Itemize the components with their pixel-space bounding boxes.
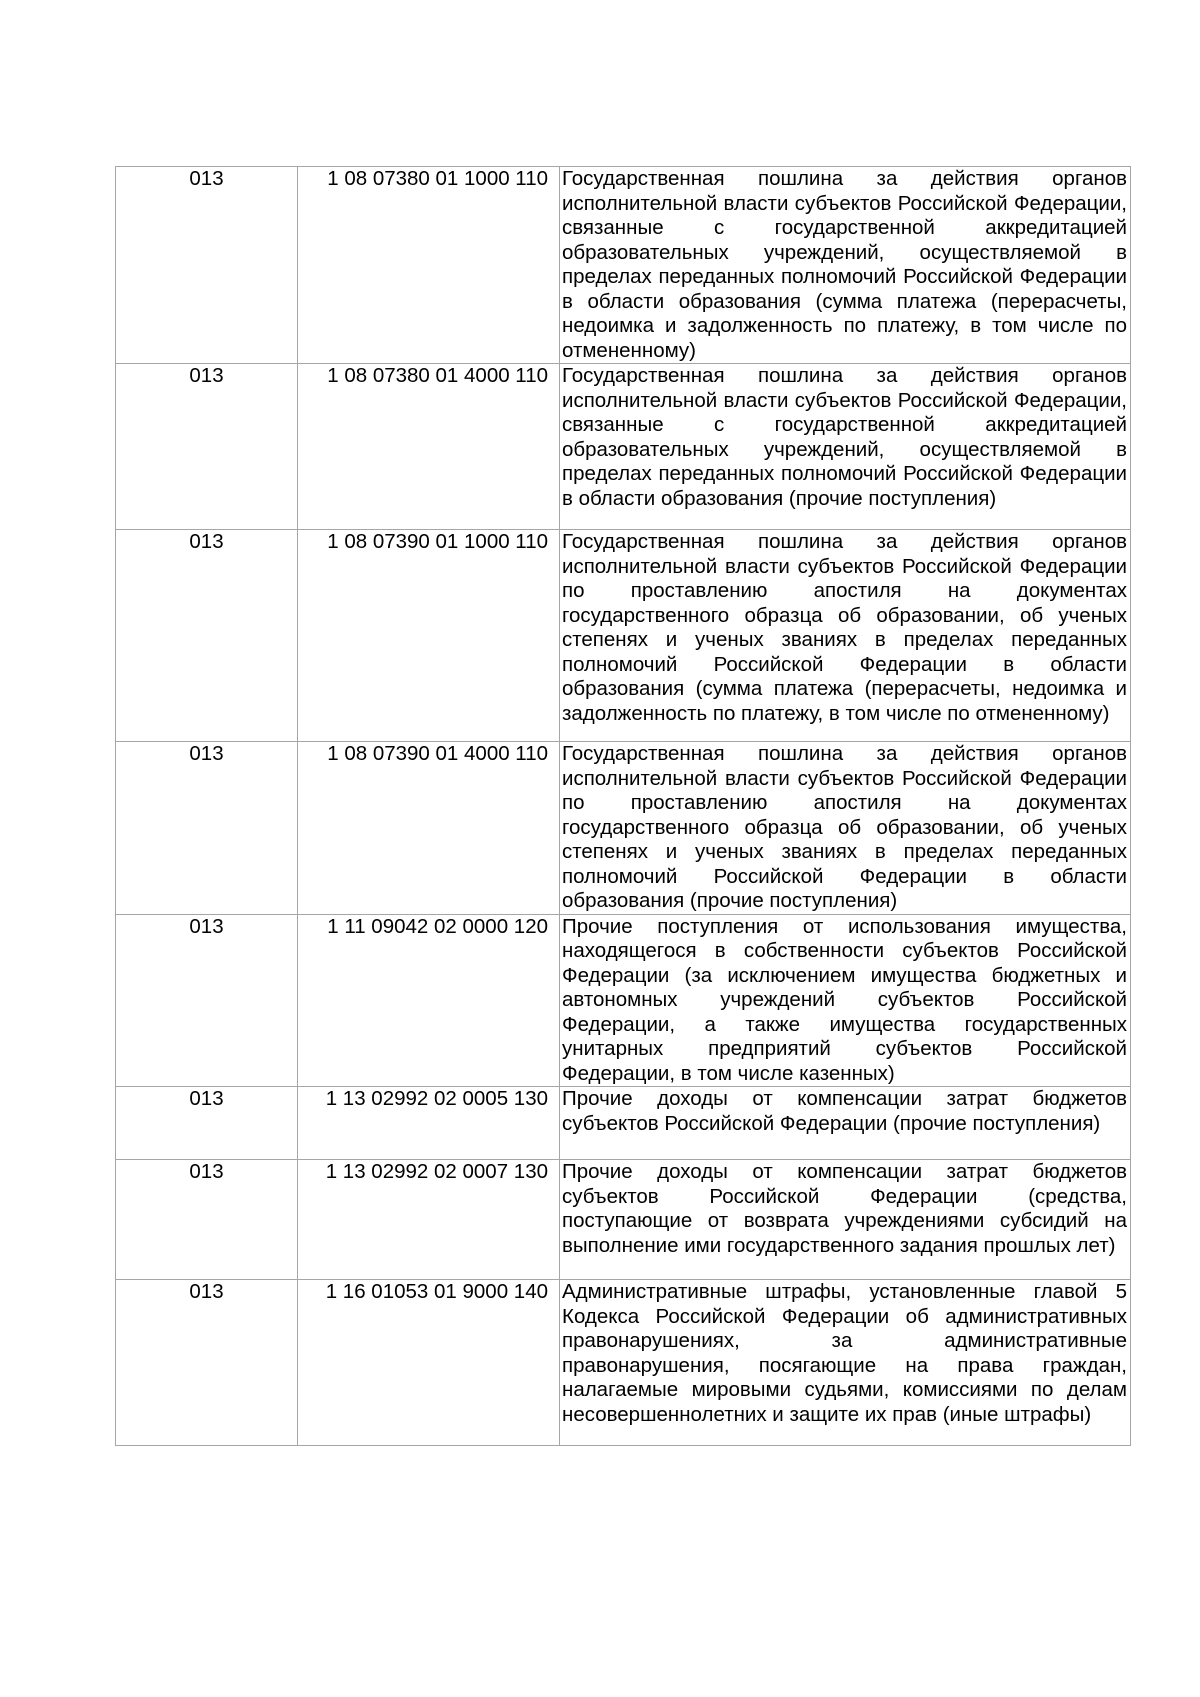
budget-code-cell: 1 13 02992 02 0005 130 — [298, 1087, 560, 1160]
table-row — [116, 914, 1131, 1087]
budget-code-cell: 1 08 07380 01 4000 110 — [298, 364, 560, 530]
description-cell — [560, 530, 1131, 742]
budget-code-cell: 1 11 09042 02 0000 120 — [298, 914, 560, 1087]
budget-code-cell: 1 16 01053 01 9000 140 — [298, 1280, 560, 1446]
table-row — [116, 1160, 1131, 1280]
admin-code-cell: 013 — [116, 1087, 298, 1160]
description-cell — [560, 1087, 1131, 1160]
table-row — [116, 530, 1131, 742]
description-text: Государственная пошлина за действия органов исполнительной власти субъектов Российской Федерации, связанные с государственной аккредитацией образовательных учреждений, осуществляемой в пределах переданных полномочий Российской Федерации в области образования (прочие поступления) — [562, 364, 1127, 510]
budget-code-cell: 1 08 07380 01 1000 110 — [298, 167, 560, 364]
budget-code-cell: 1 08 07390 01 4000 110 — [298, 742, 560, 915]
description-cell — [560, 364, 1131, 530]
table-row — [116, 742, 1131, 915]
description-cell — [560, 1280, 1131, 1446]
description-cell — [560, 1160, 1131, 1280]
description-text: Государственная пошлина за действия органов исполнительной власти субъектов Российской Федерации, связанные с государственной аккредитацией образовательных учреждений, осуществляемой в пределах переданных полномочий Российской Федерации в области образования (сумма платежа (перерасчеты, недоимка и задолженность по платежу, в том числе по отмененному) — [562, 167, 1127, 362]
table-row — [116, 1280, 1131, 1446]
description-text: Прочие доходы от компенсации затрат бюджетов субъектов Российской Федерации (прочие поступления) — [562, 1087, 1127, 1135]
admin-code-cell: 013 — [116, 1160, 298, 1280]
admin-code-cell: 013 — [116, 1280, 298, 1446]
table-row — [116, 167, 1131, 364]
admin-code-cell: 013 — [116, 742, 298, 915]
description-text: Государственная пошлина за действия органов исполнительной власти субъектов Российской Федерации по проставлению апостиля на документах государственного образца об образовании, об ученых степенях и ученых званиях в пределах переданных полномочий Российской Федерации в области образования (сумма платежа (перерасчеты, недоимка и задолженность по платежу, в том числе по отмененному) — [562, 530, 1127, 725]
table-row — [116, 364, 1131, 530]
description-text: Государственная пошлина за действия органов исполнительной власти субъектов Российской Федерации по проставлению апостиля на документах государственного образца об образовании, об ученых степенях и ученых званиях в пределах переданных полномочий Российской Федерации в области образования (прочие поступления) — [562, 742, 1127, 912]
table-row — [116, 1087, 1131, 1160]
description-text: Прочие доходы от компенсации затрат бюджетов субъектов Российской Федерации (средства, поступающие от возврата учреждениями субсидий на выполнение ими государственного задания прошлых лет) — [562, 1160, 1127, 1257]
budget-code-cell: 1 08 07390 01 1000 110 — [298, 530, 560, 742]
description-cell — [560, 167, 1131, 364]
description-cell — [560, 742, 1131, 915]
budget-code-cell: 1 13 02992 02 0007 130 — [298, 1160, 560, 1280]
admin-code-cell: 013 — [116, 530, 298, 742]
admin-code-cell: 013 — [116, 364, 298, 530]
admin-code-cell: 013 — [116, 167, 298, 364]
revenue-codes-table — [115, 166, 1131, 1446]
description-cell — [560, 914, 1131, 1087]
description-text: Прочие поступления от использования имущества, находящегося в собственности субъектов Российской Федерации (за исключением имущества бюджетных и автономных учреждений субъектов Российской Федерации, а также имущества государственных унитарных предприятий субъектов Российской Федерации, в том числе казенных) — [562, 914, 1127, 1085]
description-text: Административные штрафы, установленные главой 5 Кодекса Российской Федерации об административных правонарушениях, за административные правонарушения, посягающие на права граждан, налагаемые мировыми судьями, комиссиями по делам несовершеннолетних и защите их прав (иные штрафы) — [562, 1280, 1127, 1426]
admin-code-cell: 013 — [116, 914, 298, 1087]
